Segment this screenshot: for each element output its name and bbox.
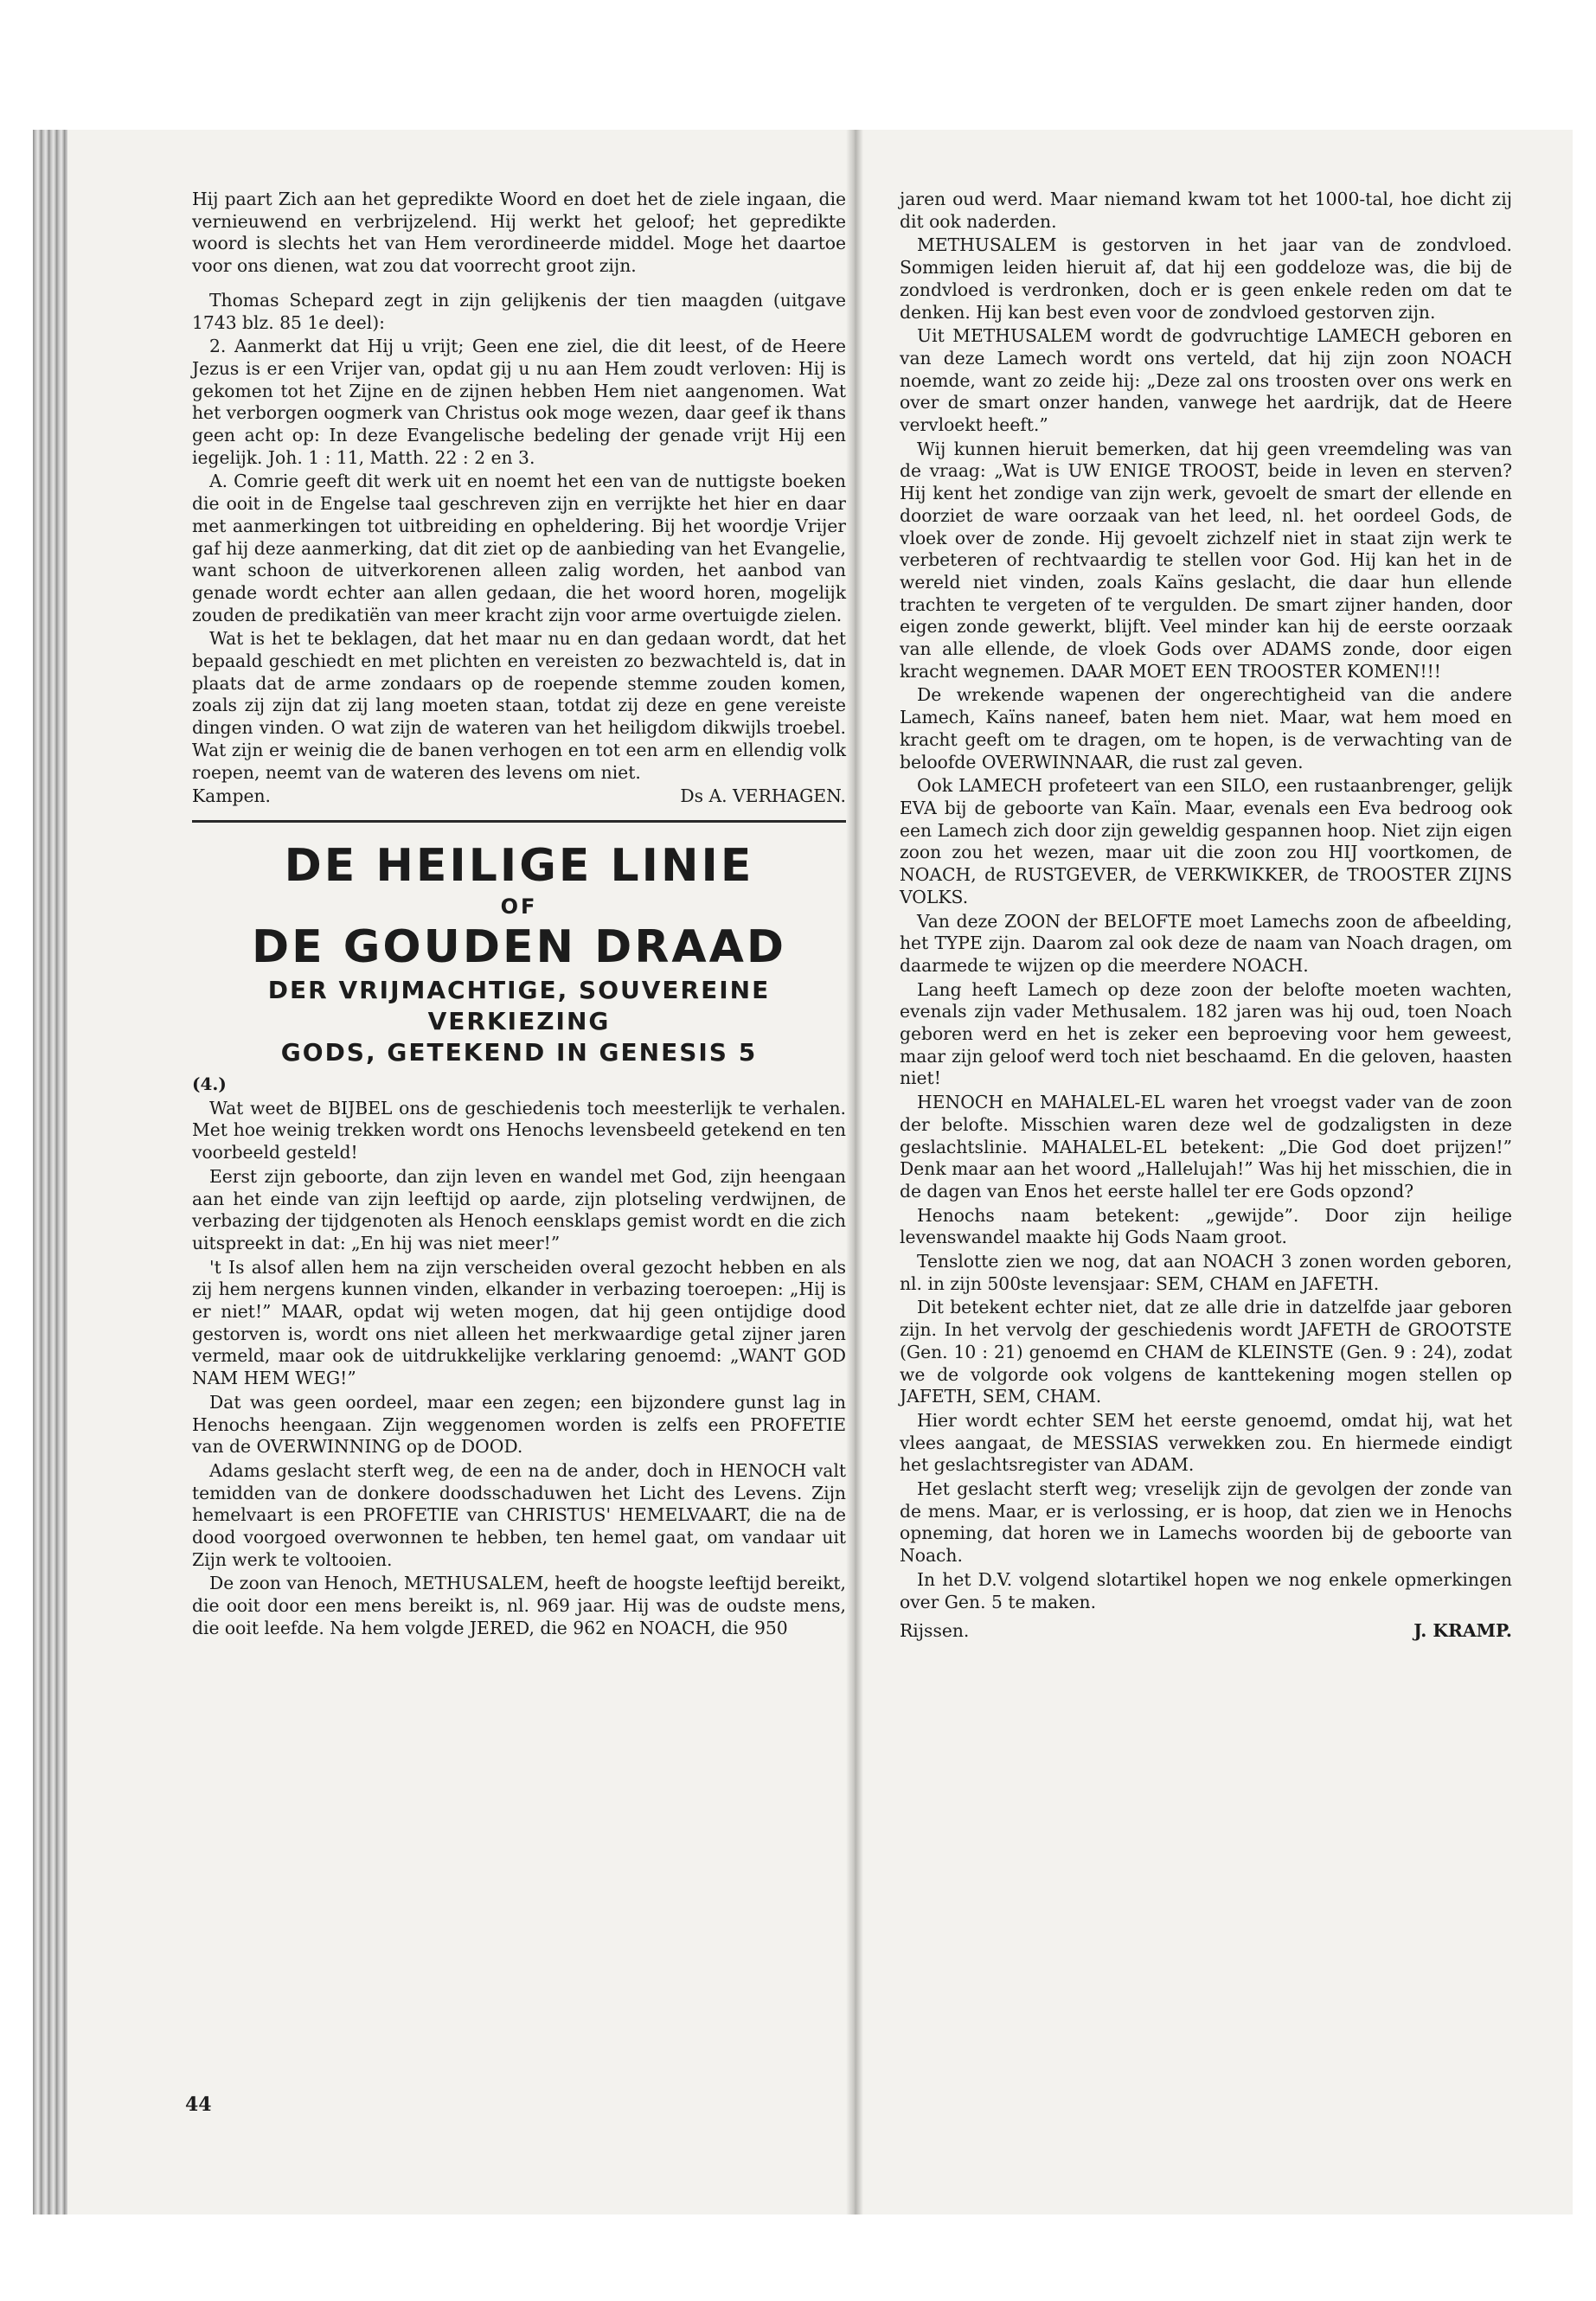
subtitle-line: GODS, GETEKEND IN GENESIS 5 [280,1037,758,1067]
paragraph: A. Comrie geeft dit werk uit en noemt het een van de nuttigste boeken die ooit in de Engelse taal geschreven zijn en verrijkte het hier en daar met aanmerkingen tot uitbreiding en opheldering. Bij het woordje Vrijer gaf hij deze aanmerking, dat dit ziet op de aanbieding van het Evangelie, want schoon de uitverkorenen alleen zalig worden, het aanbod van genade wordt echter aan allen gedaan, die het woord horen, mogelijk zouden de predikatiën van meer kracht zijn voor arme overtuigde zielen. [192,471,846,625]
title-connector: OF [500,894,538,919]
part-number: (4.) [192,1073,227,1094]
article-title [192,838,846,1068]
paragraph: Van deze ZOON der BELOFTE moet Lamechs zoon de afbeelding, het TYPE zijn. Daarom zal ook deze de naam van Noach dragen, om daarmede te wijzen op die meerdere NOACH. [900,910,1512,976]
center-fold [846,130,863,2214]
paragraph: De wrekende wapenen der ongerechtigheid van die andere Lamech, Kaïns naneef, baten hem niet. Maar, wat hem moed en kracht geeft om te dragen, om te hopen, is de verwachting van de beloofde OVERWINNAAR, die rust zal geven. [900,684,1512,772]
signature-line [192,785,846,808]
subtitle-line: DER VRIJMACHTIGE, SOUVEREINE VERKIEZING [267,975,771,1035]
paragraph: Dat was geen oordeel, maar een zegen; een bijzondere gunst lag in Henochs heengaan. Zijn weggenomen worden is zelfs een PROFETIE van de OVERWINNING op de DOOD. [192,1391,846,1458]
paragraph: Henochs naam betekent: „gewijde”. Door zijn heilige levenswandel maakte hij Gods Naam groot. [900,1204,1512,1248]
paragraph: Wij kunnen hieruit bemerken, dat hij geen vreemdeling was van de vraag: „Wat is UW ENIGE TROOST, beide in leven en sterven? Hij kent het zondige van zijn werk, gevoelt de smart der ellende en doorziet de ware oorzaak van het leed, nl. het oordeel Gods, de vloek over de zonde. Hij gevoelt zichzelf niet in staat zijn werk te verbeteren of rechtvaardig te stellen voor God. Hij kan het in de wereld niet vinden, zoals Kaïns geslacht, die daar hun ellende trachten te vergeten of te vergulden. De smart zijner handen, door eigen zonde gewerkt, blijft. Veel minder kan hij de eerste oorzaak van alle ellende, de vloek Gods over ADAMS zonde, door eigen kracht wegnemen. DAAR MOET EEN TROOSTER KOMEN!!! [900,438,1512,682]
paragraph: Het geslacht sterft weg; vreselijk zijn de gevolgen der zonde van de mens. Maar, er is verlossing, er is hoop, dat zien we in Henochs opneming, dat horen we in Lamechs woorden bij de geboorte van Noach. [900,1478,1512,1567]
section-divider [192,820,846,823]
signature-author: Ds A. VERHAGEN. [680,785,846,807]
binding-edge [33,130,67,2214]
paragraph: Adams geslacht sterft weg, de een na de ander, doch in HENOCH valt temidden van de donkere doodsschaduwen het Licht des Levens. Zijn hemelvaart is een PROFETIE van CHRISTUS' HEMELVAART, die na de dood voorgoed overwonnen te hebben, ten hemel gaat, om vandaar uit Zijn werk te voltooien. [192,1459,846,1570]
paragraph: Wat is het te beklagen, dat het maar nu en dan gedaan wordt, dat het bepaald geschiedt en met plichten en vereisten zo bezwachteld is, dat in plaats dat de arme zondaars op de roepende stemme zouden komen, zoals zij zijn dat zij lang moeten staan, totdat zij deze en gene vereiste dingen vinden. O wat zijn de wateren van het heiligdom dikwijls troebel. Wat zijn er weinig die de banen verhogen en tot een arm en ellendig volk roepen, neemt van de wateren des levens om niet. [192,628,846,783]
left-column [192,189,846,1642]
right-column [900,189,1512,1643]
paragraph: HENOCH en MAHALEL-EL waren het vroegst vader van de zoon der belofte. Misschien waren deze wel de godzaligsten in deze geslachtslinie. MAHALEL-EL betekent: „Die God doet prijzen!” Denk maar aan het woord „Hallelujah!” Was hij het misschien, die in de dagen van Enos het eerste hallel ter ere Gods opzond? [900,1092,1512,1202]
paragraph: METHUSALEM is gestorven in het jaar van de zondvloed. Sommigen leiden hieruit af, dat hij een goddeloze was, die bij de zondvloed is verdronken, doch er is geen enkele reden om dat te denken. Hij kan best even voor de zondvloed gestorven zijn. [900,234,1512,323]
paragraph: Tenslotte zien we nog, dat aan NOACH 3 zonen worden geboren, nl. in zijn 500ste levensjaar: SEM, CHAM en JAFETH. [900,1251,1512,1294]
signature-place: Rijssen. [900,1620,970,1642]
paragraph: Dit betekent echter niet, dat ze alle drie in datzelfde jaar geboren zijn. In het vervolg der geschiedenis wordt JAFETH de GROOTSTE (Gen. 10 : 21) genoemd en CHAM de KLEINSTE (Gen. 9 : 24), zodat we de volgorde ook volgens de kanttekening mogen stellen op JAFETH, SEM, CHAM. [900,1297,1512,1407]
paragraph: Eerst zijn geboorte, dan zijn leven en wandel met God, zijn heengaan aan het einde van zijn leeftijd op aarde, zijn plotseling verdwijnen, de verbazing der tijdgenoten als Henoch eensklaps gemist wordt en die zich uitspreekt in dat: „En hij was niet meer!” [192,1165,846,1253]
paragraph: Hij paart Zich aan het gepredikte Woord en doet het de ziele ingaan, die vernieuwend en verbrijzelend. Hij werkt het geloof; het gepredikte woord is slechts het van Hem verordineerde middel. Moge het daartoe voor ons dienen, wat zou dat voorrecht groot zijn. [192,189,846,277]
paragraph: In het D.V. volgend slotartikel hopen we nog enkele opmerkingen over Gen. 5 te maken. [900,1568,1512,1612]
paragraph: 't Is alsof allen hem na zijn verscheiden overal gezocht hebben en als zij hem nergens kunnen vinden, elkander in verbazing toeroepen: „Hij is er niet!” MAAR, opdat wij weten mogen, dat hij geen ontijdige dood gestorven is, wordt ons niet alleen het merkwaardige getal zijner jaren vermeld, maar ook de uitdrukkelijke verklaring genoemd: „WANT GOD NAM HEM WEG!” [192,1256,846,1389]
title-line: DE GOUDEN DRAAD [251,920,787,973]
paragraph: Uit METHUSALEM wordt de godvruchtige LAMECH geboren en van deze Lamech wordt ons verteld, dat hij zijn zoon NOACH noemde, want zo zeide hij: „Deze zal ons troosten over ons werk en over de smart onzer handen, vanwege het aardrijk, dat de Heere vervloekt heeft.” [900,325,1512,436]
paragraph: Hier wordt echter SEM het eerste genoemd, omdat hij, wat het vlees aangaat, de MESSIAS verwekken zou. En hiermede eindigt het geslachtsregister van ADAM. [900,1409,1512,1476]
page-number: 44 [185,2093,212,2116]
paragraph: De zoon van Henoch, METHUSALEM, heeft de hoogste leeftijd bereikt, die ooit door een mens bereikt is, nl. 969 jaar. Hij was de oudste mens, die ooit leefde. Na hem volgde JERED, die 962 en NOACH, die 950 [192,1573,846,1638]
paragraph: Wat weet de BIJBEL ons de geschiedenis toch meesterlijk te verhalen. Met hoe weinig trekken wordt ons Henochs levensbeeld getekend en ten voorbeeld gesteld! [192,1097,846,1163]
paragraph: 2. Aanmerkt dat Hij u vrijt; Geen ene ziel, die dit leest, of de Heere Jezus is er een Vrijer van, opdat gij u nu aan Hem zoudt verloven: Hij is gekomen tot het Zijne en de zijnen hebben Hem niet aangenomen. Wat het verborgen oogmerk van Christus ook moge wezen, daar geef ik thans geen acht op: In deze Evangelische bedeling der genade vrijt Hij een iegelijk. Joh. 1 : 11, Matth. 22 : 2 en 3. [192,336,846,468]
paragraph: Thomas Schepard zegt in zijn gelijkenis der tien maagden (uitgave 1743 blz. 85 1e deel): [192,289,846,333]
signature-author: J. KRAMP. [1413,1620,1512,1642]
paragraph: Ook LAMECH profeteert van een SILO, een rustaanbrenger, gelijk EVA bij de geboorte van Kaïn. Maar, evenals een Eva bedroog ook een Lamech zich door zijn geweldig gespannen hoop. Niet zijn eigen zoon zou het wezen, maar uit die zoon zou HIJ voortkomen, de NOACH, de RUSTGEVER, de VERKWIKKER, de TROOSTER ZIJNS VOLKS. [900,775,1512,907]
paragraph: Lang heeft Lamech op deze zoon der belofte moeten wachten, evenals zijn vader Methusalem. 182 jaren was hij oud, toen Noach geboren werd en het is zeker een beproeving voor hem geweest, maar zijn geloof werd toch niet beschaamd. En die geloven, haasten niet! [900,978,1512,1089]
signature-line [900,1620,1512,1643]
title-line: DE HEILIGE LINIE [284,839,754,892]
signature-place: Kampen. [192,785,271,807]
paragraph: jaren oud werd. Maar niemand kwam tot het 1000-tal, hoe dicht zij dit ook naderden. [900,189,1512,232]
